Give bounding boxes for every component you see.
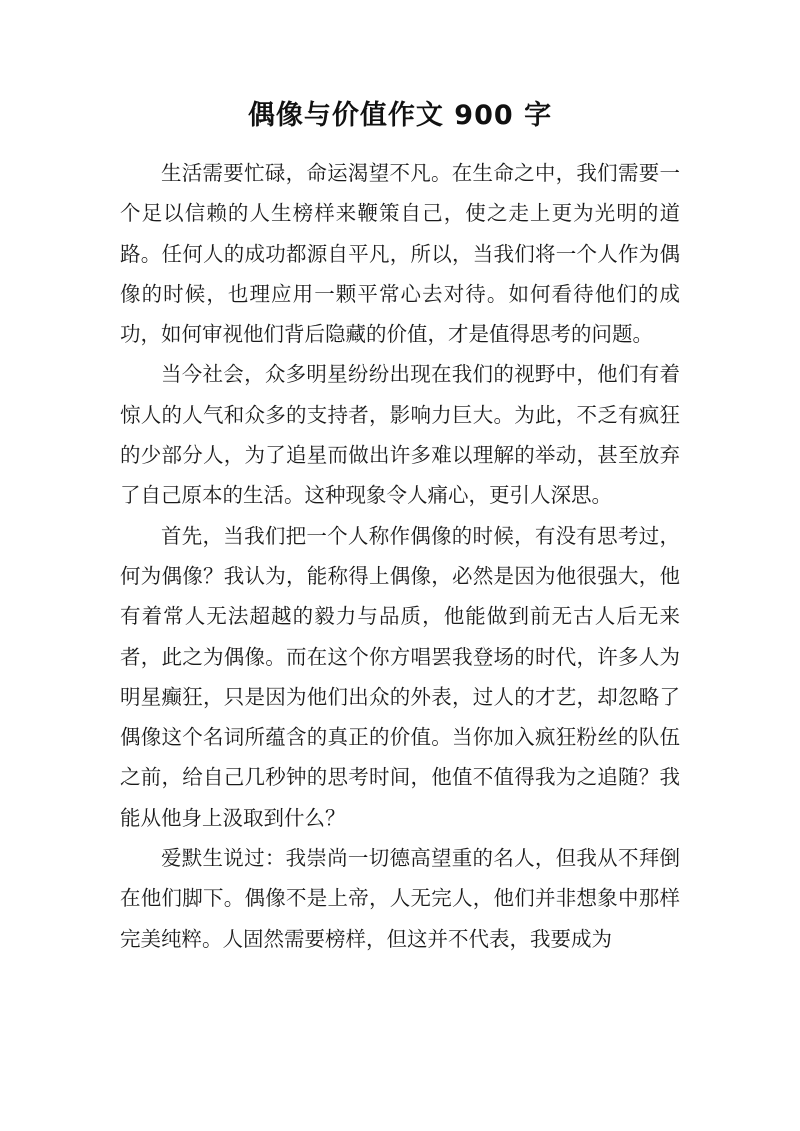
paragraph-1: 生活需要忙碌，命运渴望不凡。在生命之中，我们需要一个足以信赖的人生榜样来鞭策自己，使之走上更为光明的道路。任何人的成功都源自平凡，所以，当我们将一个人作为偶像的时候，也理应用一颗平常心去对待。如何看待他们的成功，如何审视他们背后隐藏的价值，才是值得思考的问题。 (120, 161, 680, 347)
document-body (120, 153, 680, 959)
paragraph-2: 当今社会，众多明星纷纷出现在我们的视野中，他们有着惊人的人气和众多的支持者，影响力巨大。为此，不乏有疯狂的少部分人，为了追星而做出许多难以理解的举动，甚至放弃了自己原本的生活。这种现象令人痛心，更引人深思。 (120, 362, 680, 508)
document-title: 偶像与价值作文 900 字 (247, 100, 553, 131)
paragraph-4: 爱默生说过：我崇尚一切德高望重的名人，但我从不拜倒在他们脚下。偶像不是上帝，人无完人，他们并非想象中那样完美纯粹。人固然需要榜样，但这并不代表，我要成为 (120, 846, 680, 951)
paragraph-3: 首先，当我们把一个人称作偶像的时候，有没有思考过，何为偶像？我认为，能称得上偶像，必然是因为他很强大，他有着常人无法超越的毅力与品质，他能做到前无古人后无来者，此之为偶像。而在这个你方唱罢我登场的时代，许多人为明星癫狂，只是因为他们出众的外表，过人的才艺，却忽略了偶像这个名词所蕴含的真正的价值。当你加入疯狂粉丝的队伍之前，给自己几秒钟的思考时间，他值不值得我为之追随？我能从他身上汲取到什么？ (120, 523, 680, 830)
